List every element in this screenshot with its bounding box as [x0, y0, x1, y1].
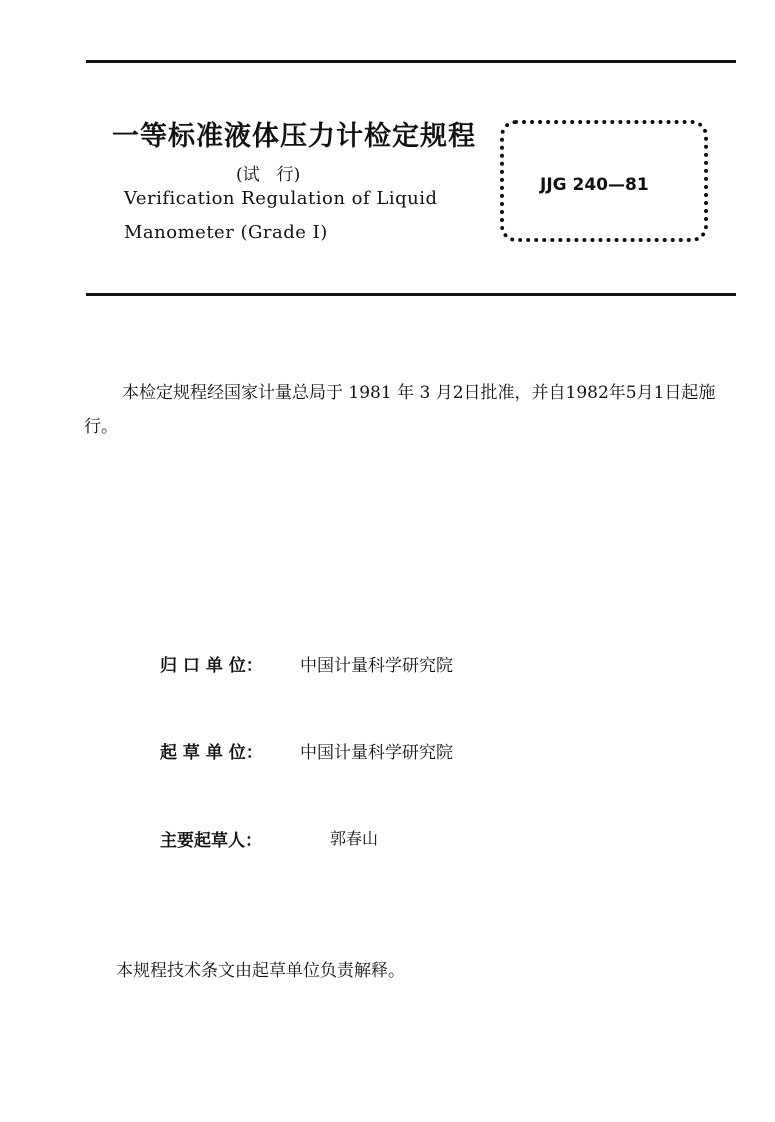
trial-note: (试 行): [236, 165, 301, 185]
bottom-rule: [86, 293, 736, 296]
credit-value-main-drafter: 郭春山: [330, 829, 379, 848]
credit-label-main-drafter: 主要起草人：: [160, 831, 262, 851]
credit-value-administrator: 中国计量科学研究院: [300, 656, 453, 676]
credit-label-administrator: 归 口 单 位：: [160, 656, 263, 676]
credit-value-drafting-unit: 中国计量科学研究院: [300, 743, 453, 763]
approval-statement: 本检定规程经国家计量总局于 1981 年 3 月2日批准，并自1982年5月1日起施行。: [84, 383, 716, 437]
top-rule: [86, 60, 736, 63]
title-chinese: 一等标准液体压力计检定规程: [112, 121, 476, 152]
interpretation-note: 本规程技术条文由起草单位负责解释。: [116, 961, 405, 981]
title-english-line-1: Verification Regulation of Liquid: [124, 188, 438, 209]
regulation-code: JJG 240—81: [540, 175, 649, 195]
title-english-line-2: Manometer (Grade Ⅰ): [124, 222, 328, 243]
credit-label-drafting-unit: 起 草 单 位：: [160, 743, 263, 763]
